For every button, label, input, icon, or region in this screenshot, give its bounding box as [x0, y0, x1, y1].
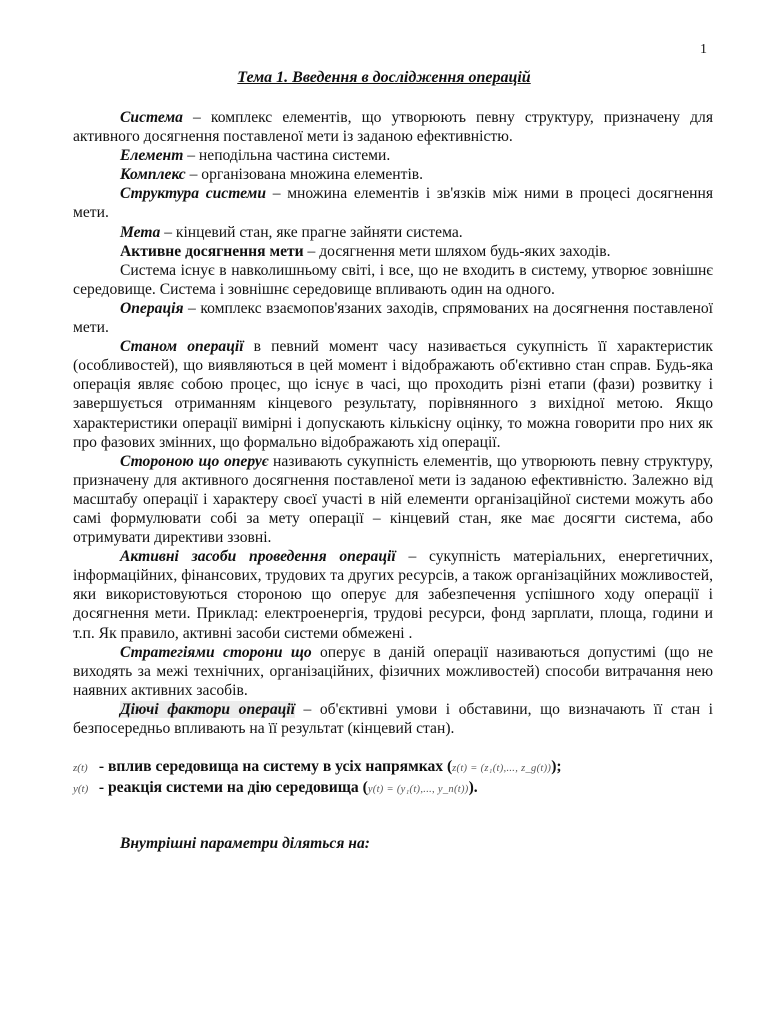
section-heading — [73, 834, 713, 853]
definition-active-goal: – досягнення мети шляхом будь-яких заходів. — [303, 242, 611, 260]
paragraph-strategy — [73, 643, 713, 700]
paragraph-party — [73, 452, 713, 547]
definition-goal: – кінцевий стан, яке прагне зайняти система. — [160, 223, 463, 241]
term-means: Активні засоби проведення операції — [120, 548, 396, 566]
definition-strategy: оперує в даній операції називаються допустимі (що не виходять за межі технічних, організаційних, фізичних можливостей) способи витрачання нею наявних активних засобів. — [73, 643, 713, 699]
term-goal: Мета — [120, 223, 161, 241]
term-operation: Операція — [120, 299, 184, 317]
page-title: Тема 1. Введення в дослідження операцій — [237, 69, 531, 86]
formula-line-z — [73, 757, 713, 778]
paragraph-means — [73, 547, 713, 642]
term-element: Елемент — [120, 147, 184, 165]
paragraph-system — [73, 108, 713, 146]
definition-means: – сукупність матеріальних, енергетичних, інформаційних, фінансових, трудових та других ресурсів, а також організаційних можливостей, яки використовуються стороною що оперує для забезпечення успішного ходу операції і досягнення мети. Приклад: електроенергія, трудові ресурси, фонд зарплати, площа, години и т.п. Як правило, активні засоби системи обмежені . — [73, 548, 713, 642]
paragraph-element — [73, 146, 713, 165]
paragraph-active-goal — [73, 242, 713, 261]
formula-line-y — [73, 778, 713, 799]
term-system: Система — [120, 109, 183, 126]
paragraph-environment: Система існує в навколишньому світі, і все, що не входить в систему, утворює зовнішнє середовище. Система і зовнішнє середовище впливають один на одного. — [73, 261, 713, 298]
term-strategy: Стратегіями сторони що — [120, 643, 312, 661]
term-active-goal: Активне досягнення мети — [120, 242, 304, 260]
formula-text-z: - вплив середовища на систему в усіх напрямках ( — [95, 758, 453, 776]
definition-operation: – комплекс взаємопов'язаних заходів, спрямованих на досягнення поставленої мети. — [73, 299, 713, 337]
term-party: Стороною що оперує — [120, 452, 269, 470]
paragraph-factors — [73, 700, 713, 738]
definition-factors: – об'єктивні умови і обставини, що визначають її стан і безпосередньо впливають на її результат (кінцевий стан). — [73, 700, 713, 737]
definition-element: – неподільна частина системи. — [183, 147, 391, 165]
definition-party: називають сукупність елементів, що утворюють певну структуру, призначену для активного досягнення поставленої мети із заданою ефективністю. Залежно від масштабу операції і характеру своєї участі в ній елементи організаційної системи можуть або самі формулювати собі за мету операції – кінцевий стан, яке має досягти система, або отримувати директиви ззовні. — [73, 452, 713, 547]
spacer — [73, 738, 713, 757]
formula-text-y: - реакція системи на дію середовища ( — [95, 779, 368, 797]
term-factors: Діючі фактори операції — [120, 700, 295, 718]
term-complex: Комплекс — [120, 166, 186, 184]
term-structure: Структура системи — [120, 185, 267, 203]
formula-expression-y: y(t) = (y₁(t),..., y_n(t)) — [367, 784, 469, 796]
formula-end-y: ). — [468, 779, 478, 797]
formula-symbol-y: y(t) — [73, 783, 89, 796]
page-number: 1 — [700, 42, 707, 57]
formula-end-z: ); — [551, 758, 562, 776]
paragraph-structure — [73, 184, 713, 222]
term-state: Станом операції — [120, 338, 244, 356]
paragraph-complex — [73, 165, 713, 184]
heading-internal-parameters: Внутрішні параметри діляться на: — [120, 835, 370, 853]
spacer — [73, 799, 713, 834]
formula-symbol-z: z(t) — [73, 762, 88, 775]
definition-state: в певний момент часу називається сукупність її характеристик (особливостей), що виявляються в цей момент і відображають об'єктивно стан справ. Будь-яка операція являє собою процес, що існує в часі, що проходить різні етапи (фази) розвитку і завершується отриманням кінцевого результату, порівнянного з вихідної метою. Якщо характеристики операції вимірні і допускають кількісну оцінку, то можна говорити про них як про фазових змінних, що формально відображають хід операції. — [73, 338, 713, 451]
definition-complex: – організована множина елементів. — [185, 166, 424, 184]
definition-structure: – множина елементів і зв'язків між ними в процесі досягнення мети. — [73, 185, 713, 222]
paragraph-state — [73, 337, 713, 452]
document-body — [73, 108, 713, 853]
formula-expression-z: z(t) = (z₁(t),..., z_g(t)) — [452, 763, 552, 775]
definition-system: – комплекс елементів, що утворюють певну структуру, призначену для активного досягнення поставленої мети із заданою ефективністю. — [73, 109, 713, 146]
paragraph-operation — [73, 299, 713, 337]
paragraph-goal — [73, 223, 713, 242]
